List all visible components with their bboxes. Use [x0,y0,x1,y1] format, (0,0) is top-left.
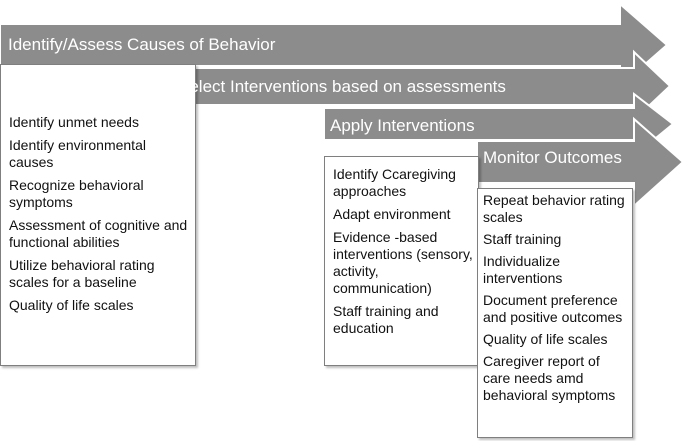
list-item: Identify unmet needs [9,114,139,130]
list-item: Staff training [483,231,562,247]
list-item: Quality of life scales [9,297,134,313]
list-item: Repeat behavior rating scales [483,192,625,225]
stage-title-monitor-outcomes: Monitor Outcomes [483,148,622,167]
list-item: Document preference and positive outcomes [483,292,623,325]
stage-title-select-interventions: Select Interventions based on assessments [178,77,506,96]
apply-interventions-box [324,156,479,366]
list-item: Assessment of cognitive and functional abilities [9,217,188,250]
monitor-outcomes-list [483,192,630,404]
list-item: Recognize behavioral symptoms [9,177,144,210]
list-item: Quality of life scales [483,331,608,347]
list-item: Individualize interventions [483,253,563,286]
identify-assess-list [9,114,189,314]
monitor-outcomes-box [477,188,633,438]
list-item: Utilize behavioral rating scales for a baseline [9,257,155,290]
stage-title-identify-assess: Identify/Assess Causes of Behavior [8,35,276,54]
list-item: Identify Ccaregiving approaches [333,166,456,199]
list-item: Staff training and education [333,303,439,336]
list-item: Evidence -based interventions (sensory, activity, communication) [333,229,473,296]
apply-interventions-list [333,166,474,337]
list-item: Identify environmental causes [9,137,146,170]
stage-title-apply-interventions: Apply Interventions [330,116,475,135]
list-item: Caregiver report of care needs amd behavioral symptoms [483,353,616,403]
list-item: Adapt environment [333,206,451,222]
identify-assess-box [0,64,196,366]
